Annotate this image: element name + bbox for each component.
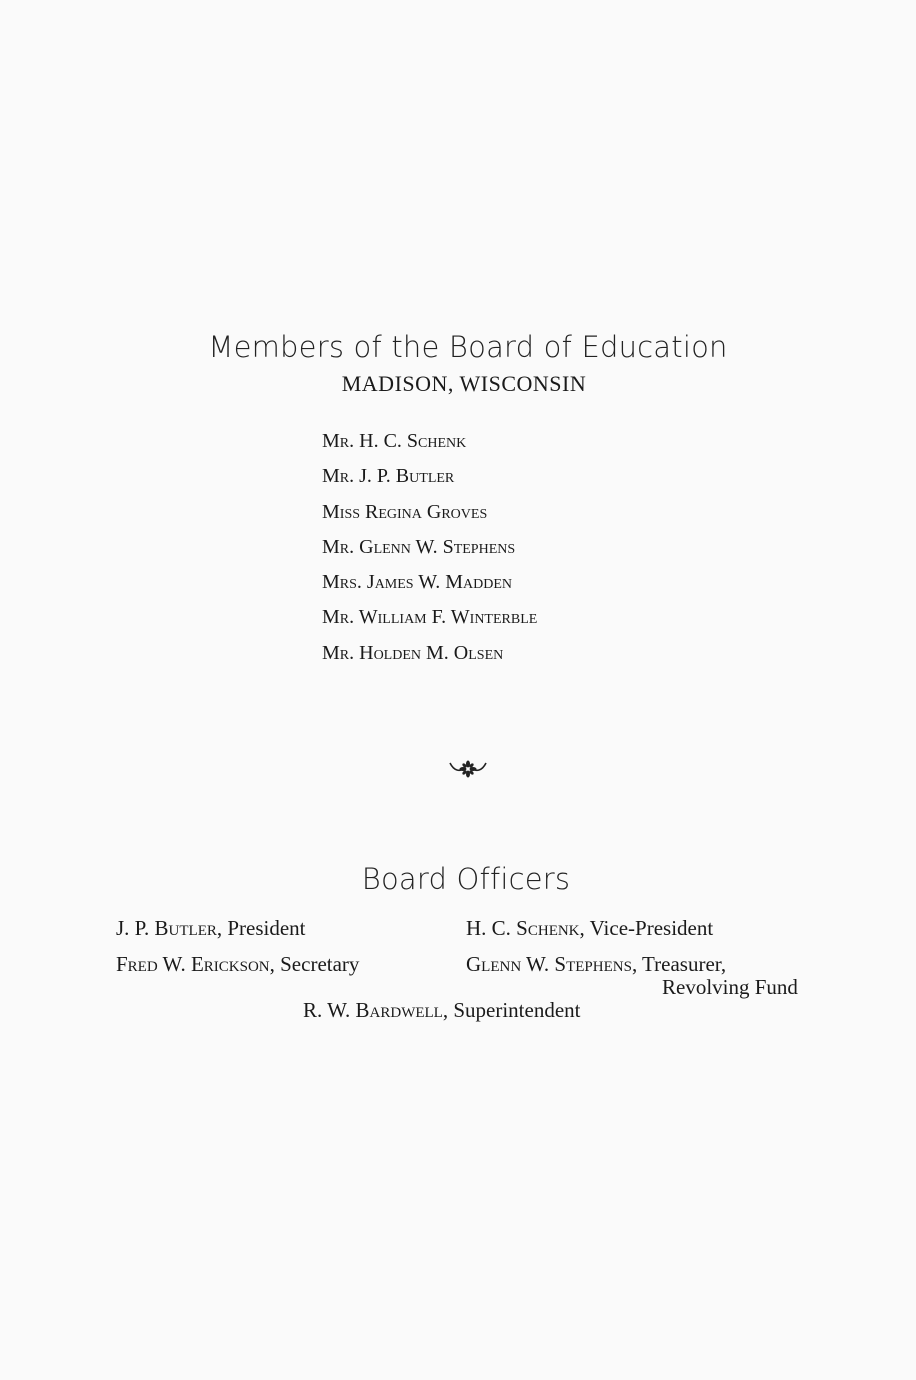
officer-entry xyxy=(466,952,726,977)
officer-entry xyxy=(303,998,580,1023)
officer-role: , President xyxy=(216,916,306,940)
list-item: Mr. J. P. Butler xyxy=(322,465,455,488)
officer-entry xyxy=(116,952,359,977)
list-item: Mr. William F. Winterble xyxy=(322,606,538,629)
location-subheading: MADISON, WISCONSIN xyxy=(341,371,587,396)
list-item: Miss Regina Groves xyxy=(322,500,488,523)
list-item: Mrs. James W. Madden xyxy=(322,571,513,594)
officer-entry xyxy=(466,916,713,941)
officer-role: , Secretary xyxy=(269,952,360,976)
officer-name: H. C. Schenk xyxy=(466,916,580,940)
list-item: Mr. Glenn W. Stephens xyxy=(322,535,516,558)
officer-name: R. W. Bardwell xyxy=(303,998,443,1022)
officer-entry xyxy=(116,916,306,941)
officer-role-continued: Revolving Fund xyxy=(662,975,798,999)
floral-ornament-icon xyxy=(448,757,488,781)
officer-role: , Superintendent xyxy=(442,998,581,1022)
officer-name: Fred W. Erickson xyxy=(116,952,270,976)
list-item: Mr. Holden M. Olsen xyxy=(322,641,504,664)
officer-role: , Vice-President xyxy=(579,916,714,940)
members-heading: Members of the Board of Education xyxy=(208,330,728,364)
members-list xyxy=(322,428,537,675)
officer-role: , Treasurer, xyxy=(631,952,727,976)
officer-name: Glenn W. Stephens xyxy=(466,952,632,976)
officers-heading: Board Officers xyxy=(361,862,571,896)
list-item: Mr. H. C. Schenk xyxy=(322,430,467,452)
officer-name: J. P. Butler xyxy=(116,916,217,940)
